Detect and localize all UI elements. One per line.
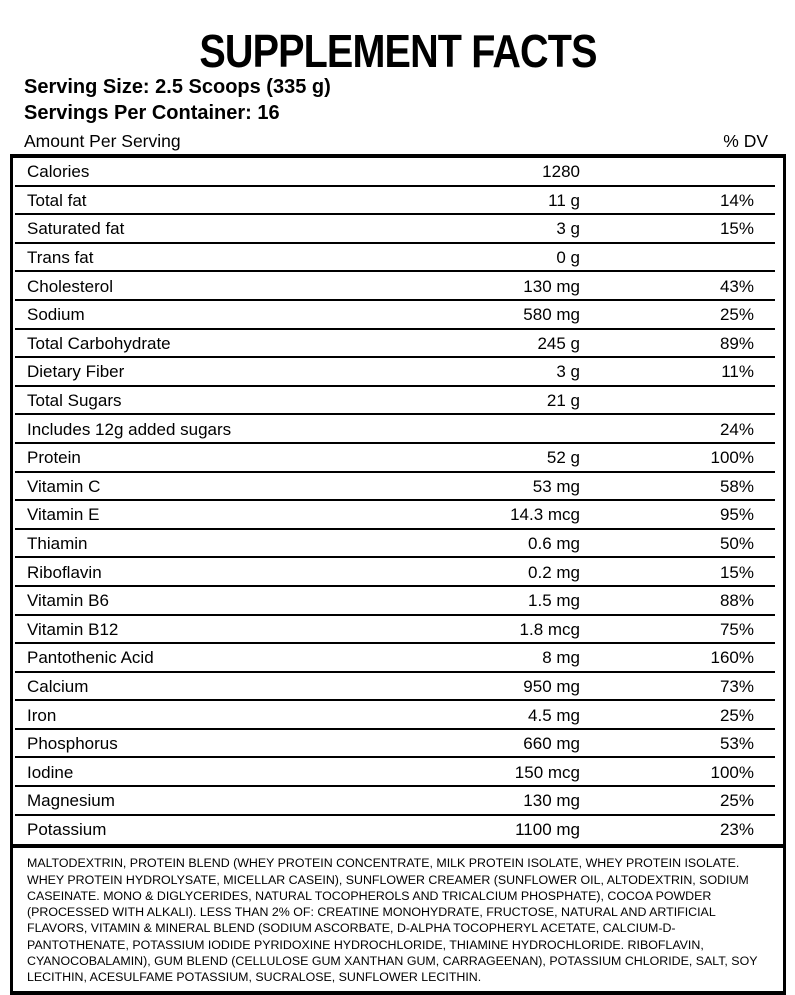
- nutrient-daily-value: 23%: [719, 819, 754, 839]
- table-row: [13, 558, 783, 587]
- nutrient-amount: 580 mg: [523, 305, 580, 325]
- nutrient-amount: 130 mg: [523, 791, 580, 811]
- nutrient-daily-value: 53%: [719, 734, 754, 754]
- table-row: [13, 787, 783, 816]
- nutrient-amount: 3 g: [556, 362, 580, 382]
- nutrient-daily-value: 15%: [719, 219, 754, 239]
- nutrient-name: Magnesium: [27, 791, 115, 811]
- table-row: [13, 272, 783, 301]
- nutrient-daily-value: 88%: [719, 591, 754, 611]
- nutrient-amount: 660 mg: [523, 734, 580, 754]
- nutrient-name: Iodine: [27, 762, 74, 782]
- table-header-row: [24, 131, 768, 152]
- nutrient-name: Sodium: [27, 305, 85, 325]
- table-row: [13, 758, 783, 787]
- nutrient-amount: 1.5 mg: [528, 591, 580, 611]
- percent-dv-header: % DV: [723, 131, 768, 151]
- nutrient-name: Pantothenic Acid: [27, 648, 154, 668]
- serving-size-text: Serving Size: 2.5 Scoops (335 g): [24, 76, 331, 98]
- nutrient-daily-value: 25%: [719, 705, 754, 725]
- nutrient-daily-value: 100%: [710, 448, 754, 468]
- nutrient-amount: 245 g: [537, 333, 580, 353]
- table-row: [13, 701, 783, 730]
- nutrient-name: Total fat: [27, 190, 87, 210]
- table-row: [13, 644, 783, 673]
- nutrient-daily-value: 25%: [719, 791, 754, 811]
- nutrient-amount: 4.5 mg: [528, 705, 580, 725]
- serving-info-block: [24, 74, 771, 126]
- nutrient-name: Riboflavin: [27, 562, 102, 582]
- nutrient-amount: 150 mcg: [514, 762, 580, 782]
- nutrient-daily-value: 75%: [719, 619, 754, 639]
- nutrient-daily-value: 43%: [719, 276, 754, 296]
- table-row: [13, 244, 783, 273]
- nutrient-amount: 11 g: [548, 190, 580, 210]
- table-row: [13, 387, 783, 416]
- nutrient-amount: 130 mg: [523, 276, 580, 296]
- table-row: [13, 330, 783, 359]
- nutrient-name: Vitamin E: [27, 505, 100, 525]
- nutrient-amount: 53 mg: [532, 476, 580, 496]
- nutrient-daily-value: 160%: [710, 648, 754, 668]
- nutrient-name: Calories: [27, 162, 90, 182]
- nutrient-amount: 1280: [542, 162, 580, 182]
- nutrient-amount: 0.6 mg: [528, 534, 580, 554]
- nutrient-amount: 950 mg: [523, 676, 580, 696]
- nutrient-name: Total Carbohydrate: [27, 333, 171, 353]
- amount-per-serving-header: Amount Per Serving: [24, 131, 181, 151]
- nutrient-name: Phosphorus: [27, 734, 118, 754]
- nutrient-amount: 1.8 mcg: [519, 619, 580, 639]
- nutrient-name: Calcium: [27, 676, 89, 696]
- nutrient-daily-value: 25%: [719, 305, 754, 325]
- nutrient-daily-value: 58%: [719, 476, 754, 496]
- nutrient-amount: 52 g: [546, 448, 580, 468]
- nutrient-amount: 14.3 mcg: [510, 505, 580, 525]
- table-row: [13, 730, 783, 759]
- nutrient-name: Includes 12g added sugars: [27, 419, 232, 439]
- nutrient-daily-value: 89%: [719, 333, 754, 353]
- nutrient-name: Trans fat: [27, 248, 94, 268]
- nutrient-amount: 21 g: [546, 391, 580, 411]
- servings-per-container-text: Servings Per Container: 16: [24, 102, 280, 124]
- nutrient-amount: 0 g: [556, 248, 580, 268]
- table-row: [13, 187, 783, 216]
- table-row: [13, 587, 783, 616]
- nutrient-daily-value: 50%: [719, 534, 754, 554]
- table-row: [13, 816, 783, 845]
- table-row: [13, 673, 783, 702]
- nutrient-amount: 8 mg: [542, 648, 580, 668]
- table-row: [13, 616, 783, 645]
- nutrient-name: Cholesterol: [27, 276, 113, 296]
- nutrient-name: Vitamin B12: [27, 619, 119, 639]
- table-row: [13, 444, 783, 473]
- nutrient-amount: 3 g: [556, 219, 580, 239]
- facts-rows: [13, 158, 783, 844]
- nutrient-name: Vitamin C: [27, 476, 101, 496]
- nutrient-name: Saturated fat: [27, 219, 125, 239]
- nutrient-name: Thiamin: [27, 534, 88, 554]
- table-row: [13, 530, 783, 559]
- title-wrap: [0, 0, 795, 77]
- nutrient-daily-value: 11%: [721, 362, 754, 382]
- table-row: [13, 301, 783, 330]
- nutrient-amount: 1100 mg: [515, 819, 580, 839]
- nutrient-daily-value: 14%: [719, 190, 754, 210]
- nutrient-amount: 0.2 mg: [528, 562, 580, 582]
- nutrient-daily-value: 100%: [710, 762, 754, 782]
- nutrient-daily-value: 15%: [719, 562, 754, 582]
- table-row: [13, 473, 783, 502]
- nutrient-name: Potassium: [27, 819, 107, 839]
- nutrient-daily-value: 95%: [719, 505, 754, 525]
- table-row: [13, 501, 783, 530]
- nutrient-name: Protein: [27, 448, 81, 468]
- nutrient-name: Vitamin B6: [27, 591, 109, 611]
- page-title: SUPPLEMENT FACTS: [198, 25, 597, 77]
- facts-table: [10, 154, 786, 995]
- nutrient-name: Dietary Fiber: [27, 362, 125, 382]
- nutrient-name: Iron: [27, 705, 57, 725]
- ingredients-text: MALTODEXTRIN, PROTEIN BLEND (WHEY PROTEIN CONCENTRATE, MILK PROTEIN ISOLATE, WHEY PROTEIN ISOLATE. WHEY PROTEIN HYDROLYSATE, MICELLAR CASEIN), SUNFLOWER CREAMER (SUNFLOWER OIL, ALTODEXTRIN, SODIUM CASEINATE. MONO & DIGLYCERIDES, NATURAL TOCOPHEROLS AND TRICALCIUM PHOSPHATE), COCOA POWDER (PROCESSED WITH ALKALI). LESS THAN 2% OF: CREATINE MONOHYDRATE, FRUCTOSE, NATURAL AND ARTIFICIAL FLAVORS, VITAMIN & MINERAL BLEND (SODIUM ASCORBATE, D-ALPHA TOCOPHERYL ACETATE, CALCIUM-D-PANTOTHENATE, POTASSIUM IODIDE PYRIDOXINE HYDROCHLORIDE, THIAMINE HYDROCHLORIDE. RIBOFLAVIN, CYANOCOBALAMIN), GUM BLEND (CELLULOSE GUM XANTHAN GUM, CARRAGEENAN), POTASSIUM CHLORIDE, SALT, SOY LECITHIN, ACESULFAME POTASSIUM, SUCRALOSE, SUNFLOWER LECITHIN.: [27, 856, 758, 985]
- table-row: [13, 158, 783, 187]
- nutrient-daily-value: 73%: [719, 676, 754, 696]
- nutrient-daily-value: 24%: [719, 419, 754, 439]
- table-row: [13, 358, 783, 387]
- table-row: [13, 215, 783, 244]
- nutrient-name: Total Sugars: [27, 391, 122, 411]
- table-row: [13, 415, 783, 444]
